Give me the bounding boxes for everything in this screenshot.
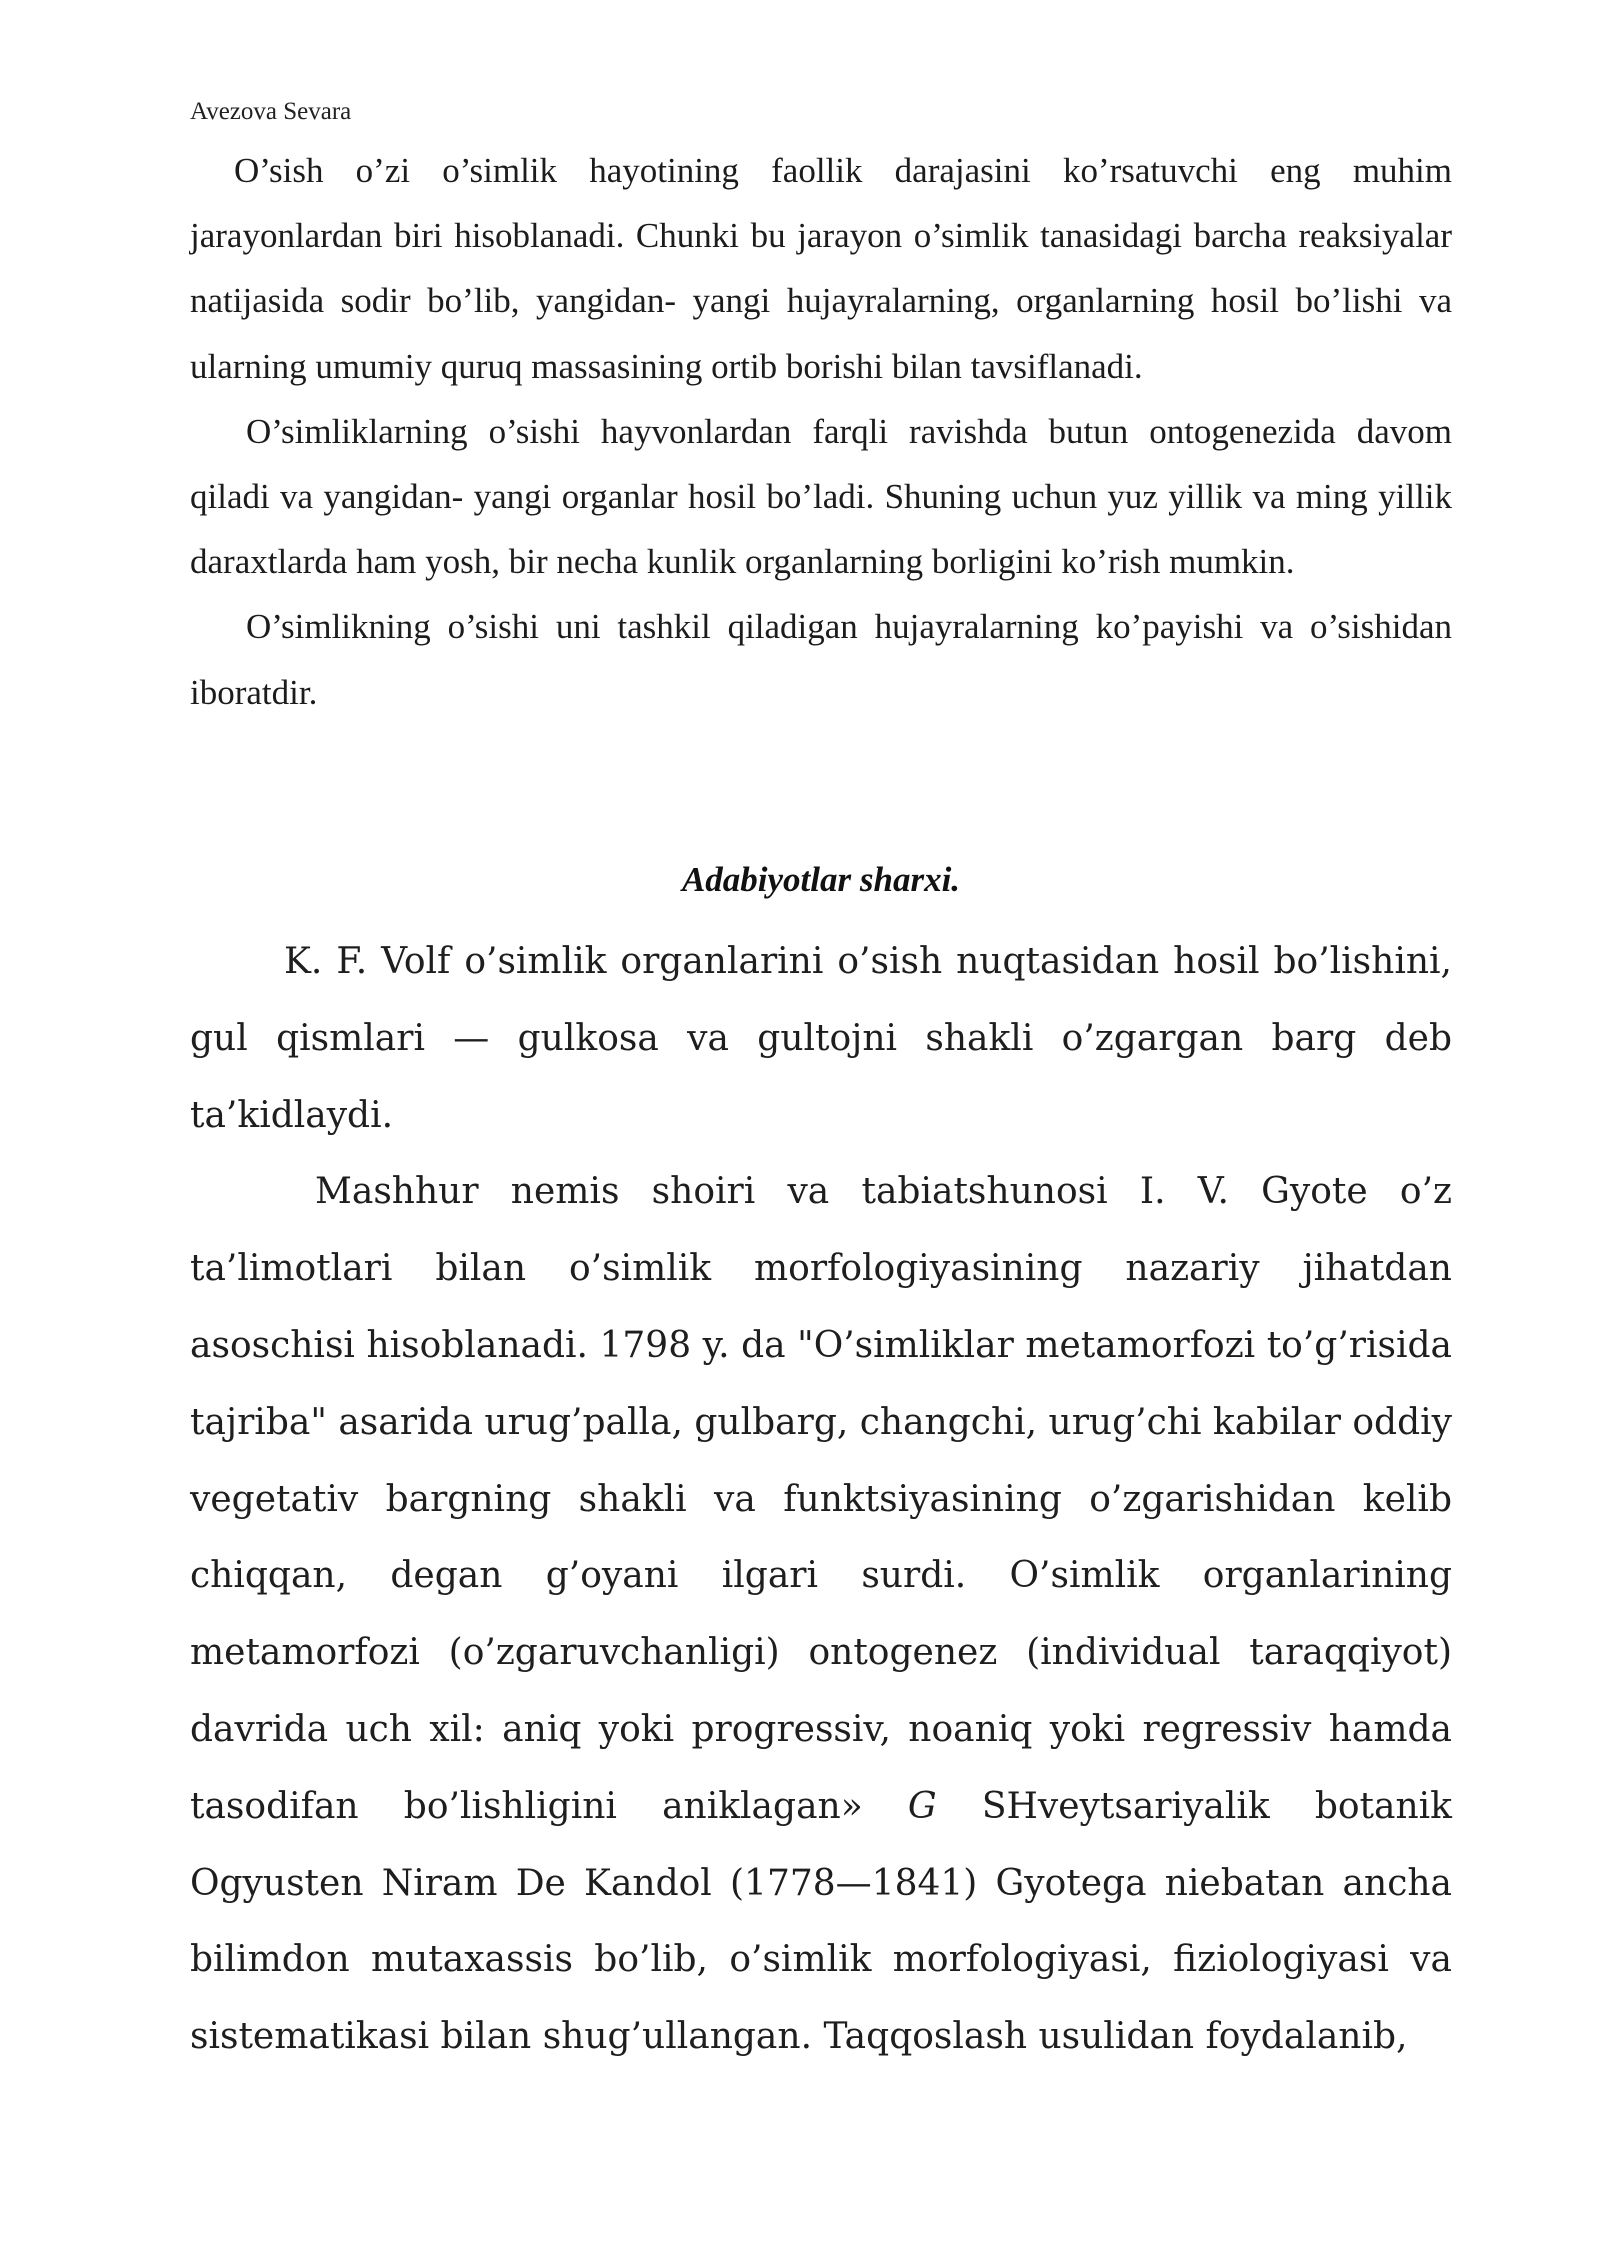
paragraph-growth-definition: O’sish o’zi o’simlik hayotining faollik darajasini ko’rsatuvchi eng muhim jarayonlardan biri hisoblanadi. Chunki bu jarayon o’simlik tanasidagi barcha reaksiyalar natijasida sodir bo’lib, yangidan- yangi hujayralarning, organlarning hosil bo’lishi va ularning umumiy quruq massasining ortib borishi bilan tavsiflanadi. (190, 151, 1452, 386)
author-name: Avezova Sevara (190, 98, 352, 125)
paragraph-gyote (190, 1154, 1452, 2076)
paragraph-cell-growth: O’simlikning o’sishi uni tashkil qiladigan hujayralarning ko’payishi va o’sishidan iboratdir. (190, 607, 1452, 712)
paragraph-kandol-text: SHveytsariyalik botanik Ogyusten Niram De Kandol (1778—1841) Gyotega niebatan ancha bilimdon mutaxassis bo’lib, o’simlik morfologiyasi, fiziologiyasi va sistematikasi bilan shug’ullangan. Taqqoslash usulidan foydalanib, (190, 1785, 1452, 2058)
intro-section (190, 138, 1452, 725)
paragraph-volf: K. F. Volf o’simlik organlarini o’sish nuqtasidan hosil bo’lishini, gul qismlari — gulkosa va gultojni shakli o’zgargan barg deb ta’kidlaydi. (190, 941, 1452, 1136)
section-heading-literature-review: Adabiyotlar sharxi. (681, 860, 961, 899)
literature-review-section (190, 924, 1452, 2076)
paragraph-plant-growth-ontogenesis: O’simliklarning o’sishi hayvonlardan farqli ravishda butun ontogenezida davom qiladi va yangidan- yangi organlar hosil bo’ladi. Shuning uchun yuz yillik va ming yillik daraxtlarda ham yosh, bir necha kunlik organlarning borligini ko’rish mumkin. (190, 411, 1452, 582)
paragraph-gyote-italic-letter: G (907, 1785, 937, 1827)
paragraph-gyote-text: Mashhur nemis shoiri va tabiatshunosi I. V. Gyote o’z ta’limotlari bilan o’simlik morfologiyasining nazariy jihatdan asoschisi hisoblanadi. 1798 y. da "O’simliklar metamorfozi to’g’risida tajriba" asarida urug’palla, gulbarg, changchi, urug’chi kabilar oddiy vegetativ bargning shakli va funktsiyasining o’zgarishidan kelib chiqqan, degan g’oyani ilgari surdi. O’simlik organlarining metamorfozi (o’zgaruvchanligi) ontogenez (individual taraqqiyot) davrida uch xil: aniq yoki progressiv, noaniq yoki regressiv hamda tasodifan bo’lishligini aniklagan» (190, 1171, 1452, 1827)
